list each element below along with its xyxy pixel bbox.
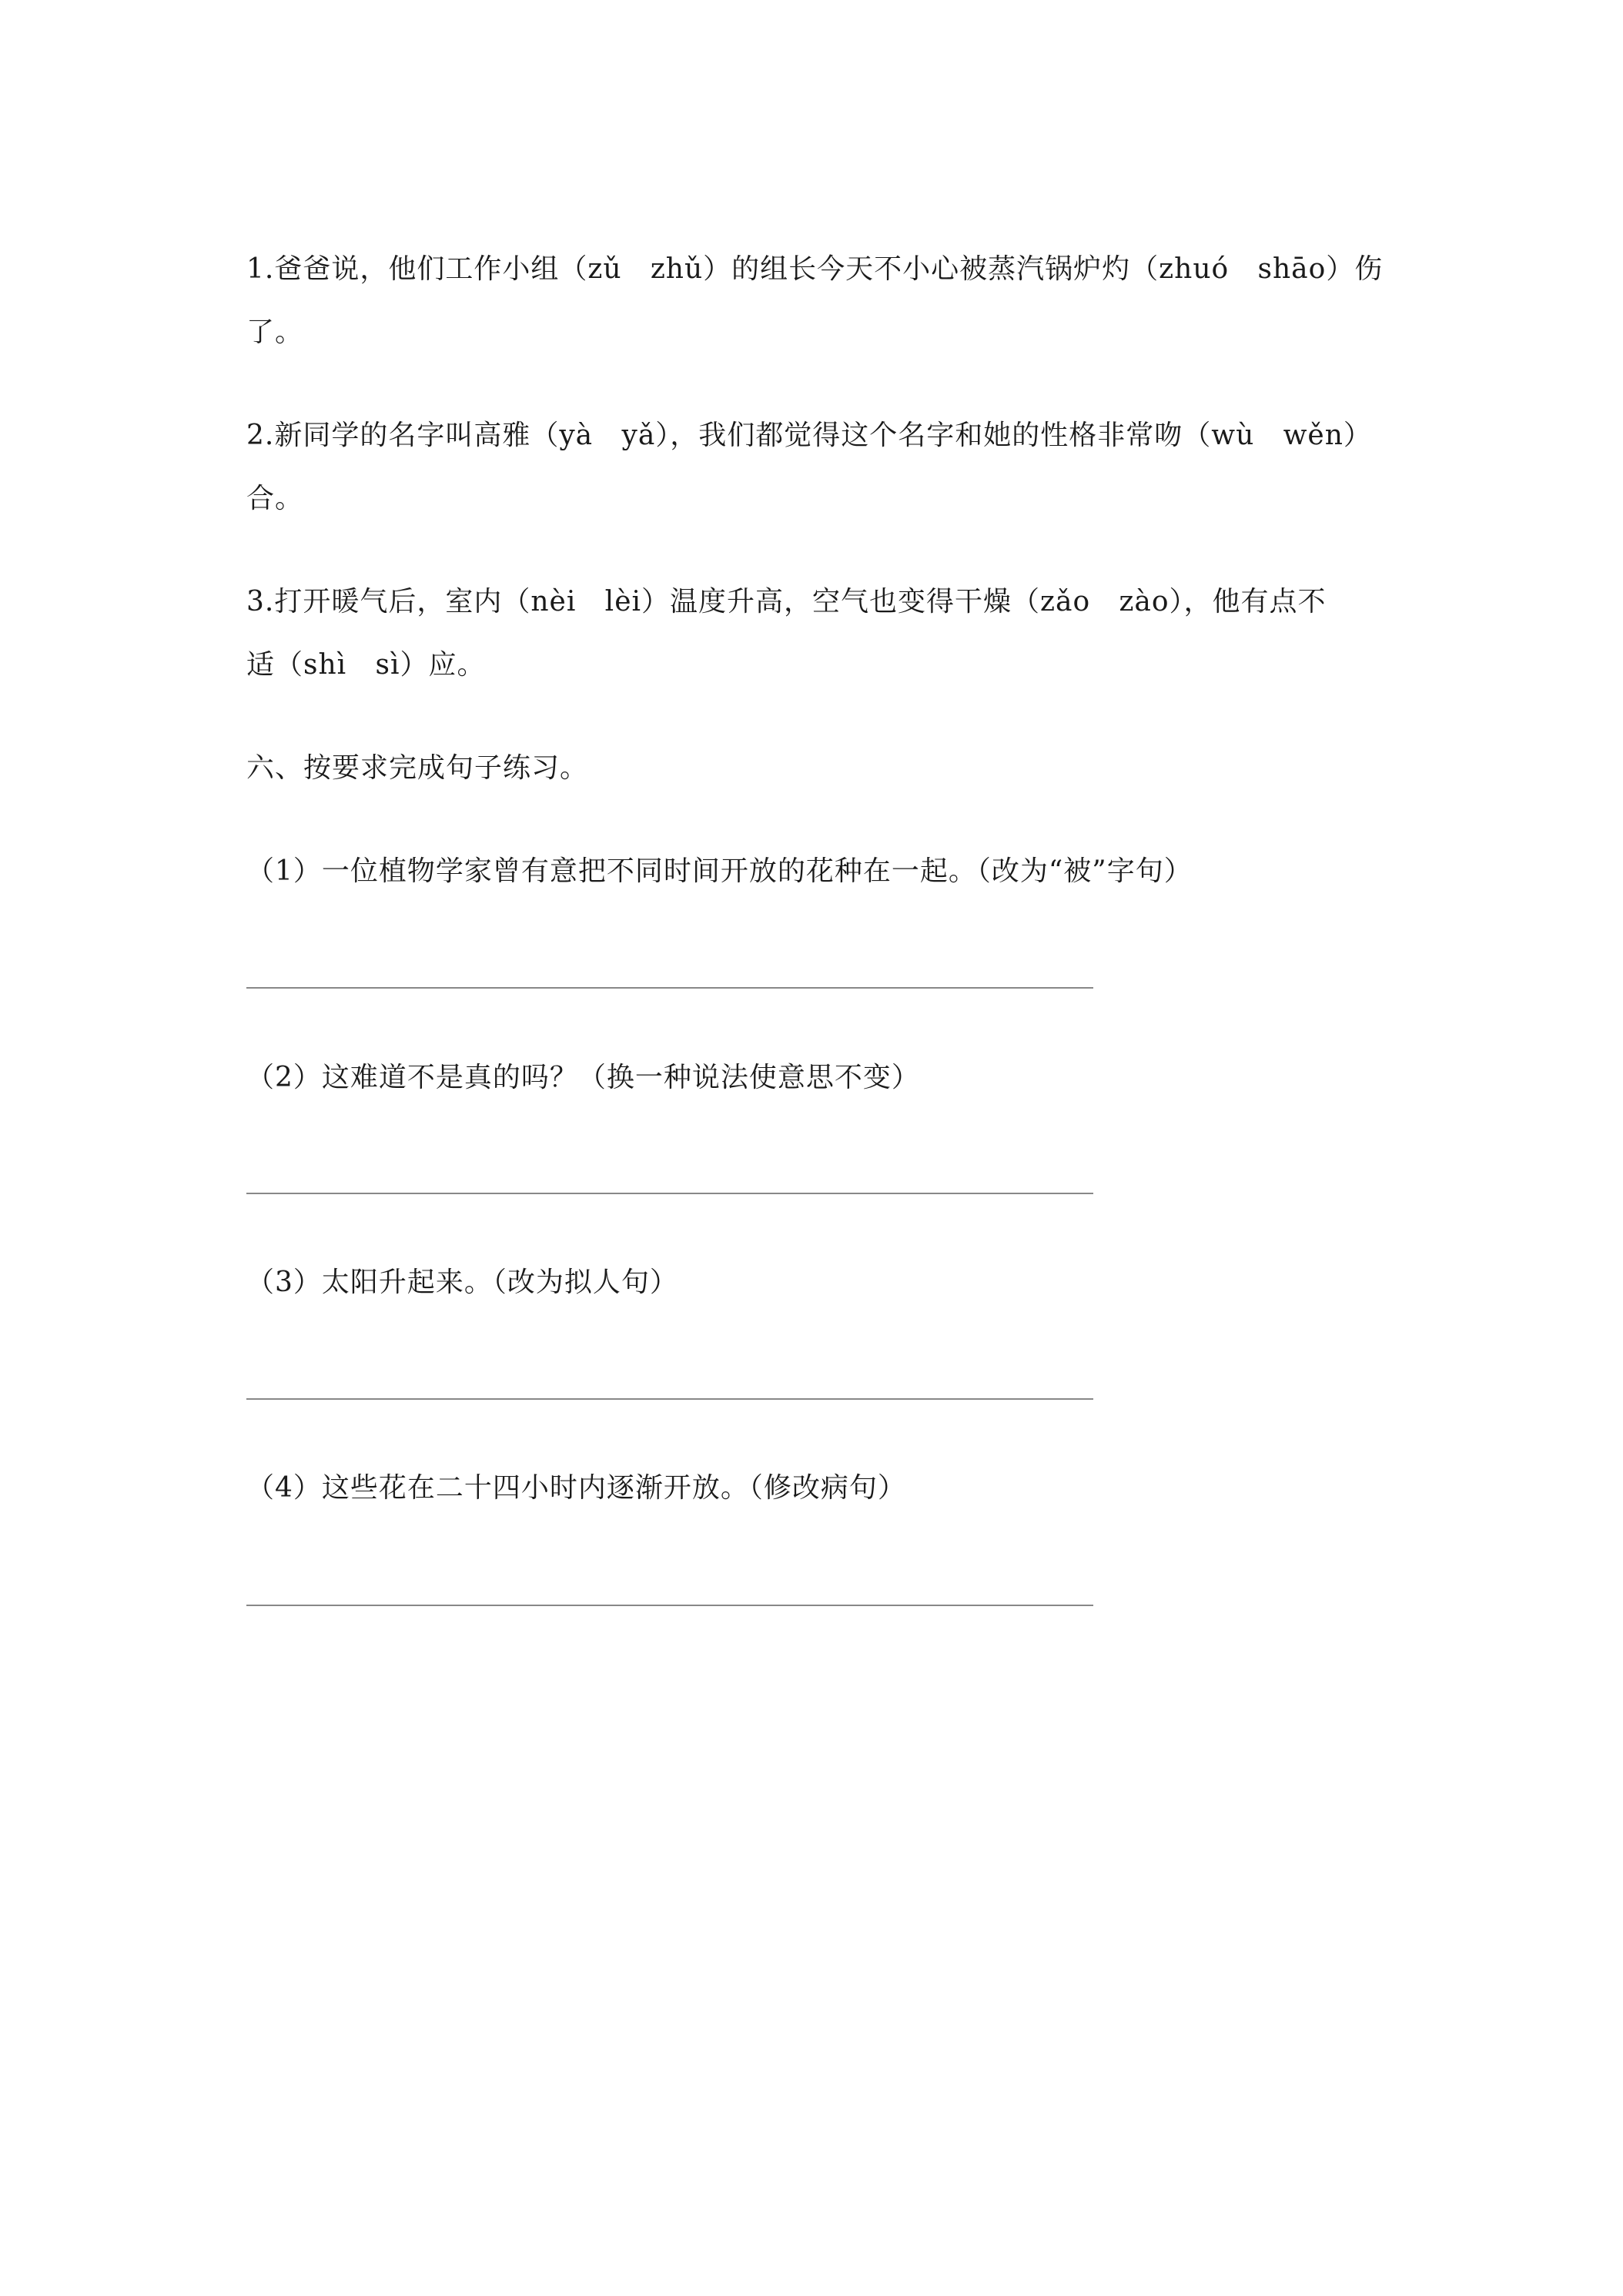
answer-line-1[interactable] — [246, 987, 1093, 989]
question-3-text: （3）太阳升起来。（改为拟人句） — [246, 1267, 678, 1298]
question-4-text: （4）这些花在二十四小时内逐渐开放。（修改病句） — [246, 1472, 906, 1504]
question-2-text: （2）这难道不是真的吗？（换一种说法使意思不变） — [246, 1062, 920, 1093]
answer-line-2[interactable] — [246, 1193, 1093, 1194]
pinyin-item-1-line-1: 1.爸爸说，他们工作小组（zǔ zhǔ）的组长今天不小心被蒸汽锅炉灼（zhuó shāo）伤 — [246, 253, 1384, 285]
answer-line-3[interactable] — [246, 1398, 1093, 1400]
question-1-text: （1）一位植物学家曾有意把不同时间开放的花种在一起。（改为“被”字句） — [246, 855, 1193, 887]
pinyin-item-2-line-1: 2.新同学的名字叫高雅（yà yǎ），我们都觉得这个名字和她的性格非常吻（wù wěn） — [246, 420, 1372, 451]
pinyin-item-1-line-2: 了。 — [246, 316, 304, 348]
pinyin-item-3-line-1: 3.打开暖气后，室内（nèi lèi）温度升高，空气也变得干燥（zǎo zào），他有点不 — [246, 586, 1327, 618]
pinyin-item-3-line-2: 适（shì sì）应。 — [246, 649, 486, 681]
section-title: 六、按要求完成句子练习。 — [246, 752, 589, 784]
pinyin-item-2-line-2: 合。 — [246, 483, 304, 514]
answer-line-4[interactable] — [246, 1605, 1093, 1606]
